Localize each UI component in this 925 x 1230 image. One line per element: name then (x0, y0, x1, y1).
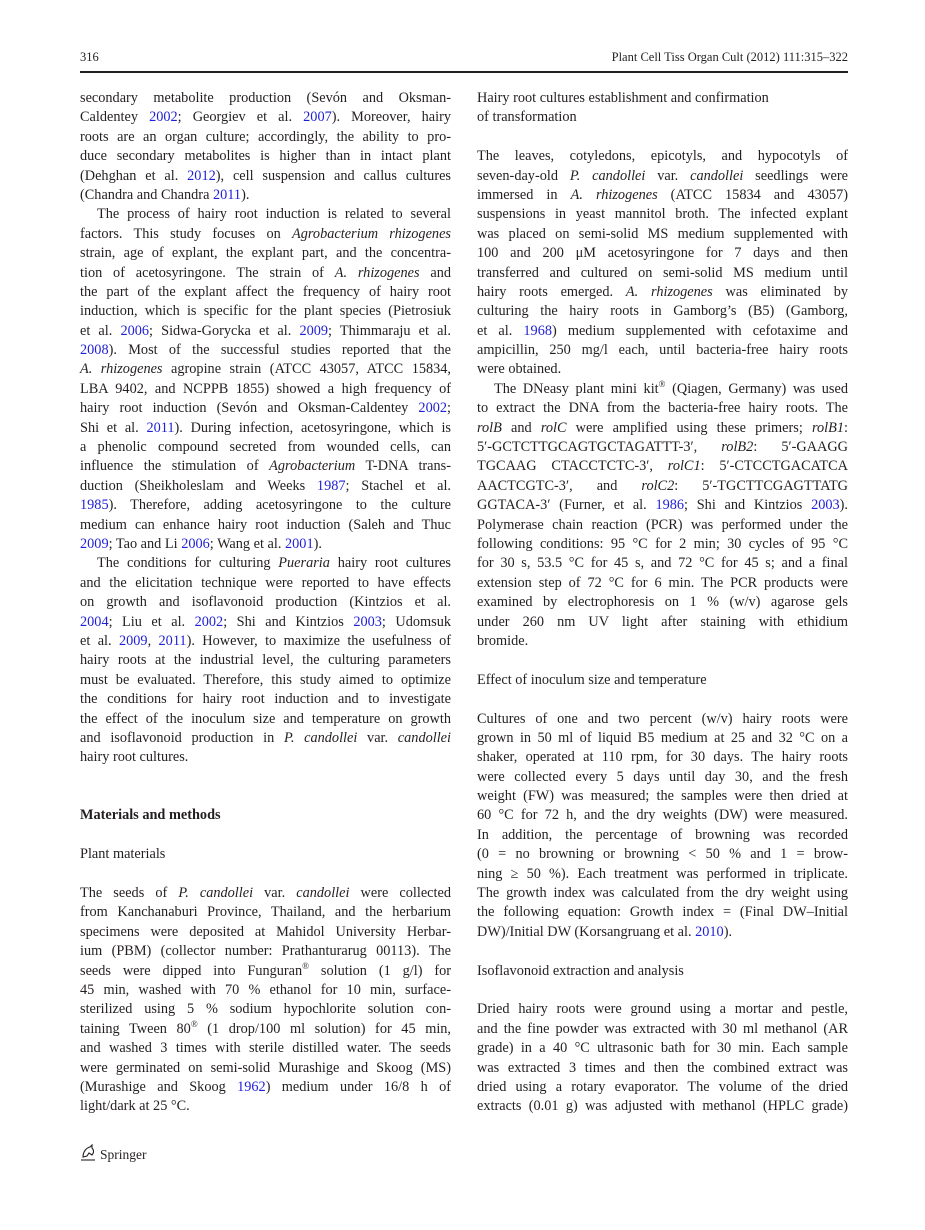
text-line: and the elicitation technique were reported to have effects (80, 574, 451, 591)
text-line: 2008). Most of the successful studies reported that the (80, 342, 451, 359)
spacer (477, 981, 848, 1000)
text-line: induction, which is specific for the plant species (Pietrosiuk (80, 303, 451, 320)
text-line: medium can enhance hairy root induction (Saleh and Thuc (80, 516, 451, 533)
text-line: the conditions for hairy root induction and to investigate (80, 691, 451, 708)
text-line: 5′-GCTCTTGCAGTGCTAGATTT-3′, rolB2: 5′-GAAGG (477, 439, 848, 456)
text-line: Polymerase chain reaction (PCR) was performed under the (477, 516, 848, 533)
text-line: sterilized using 5 % sodium hypochlorite solution con- (80, 1001, 451, 1018)
italic-term: P. candollei (178, 885, 254, 902)
text-line: hairy roots emerged. A. rhizogenes was eliminated by (477, 283, 848, 300)
text-line: and isoflavonoid production in P. candollei var. candollei (80, 729, 451, 746)
text-line: to extract the DNA from the bacteria-free hairy roots. The (477, 400, 848, 417)
italic-term: rolC2 (641, 477, 675, 494)
text-line: the following equation: Growth index = (Final DW–Initial (477, 904, 848, 921)
left-column (80, 89, 451, 1117)
spacer (80, 865, 451, 884)
text-line: and washed 3 times with sterile distilled water. The seeds (80, 1040, 451, 1057)
page-number: 316 (80, 50, 99, 64)
citation-link[interactable]: 2011 (213, 186, 242, 203)
citation-link[interactable]: 2012 (187, 167, 216, 184)
text-line: et al. 2006; Sidwa-Gorycka et al. 2009; Thimmaraju et al. (80, 322, 451, 339)
journal-citation: Plant Cell Tiss Organ Cult (2012) 111:315–322 (611, 50, 848, 64)
text-line: AACTCGTC-3′, and rolC2: 5′-TGCTTCGAGTTATG (477, 477, 848, 494)
italic-term: candollei (296, 885, 350, 902)
text-line: a phenolic compound secreted from wounded cells, can (80, 439, 451, 456)
italic-term: candollei (397, 729, 451, 746)
italic-term: A. rhizogenes (80, 361, 163, 378)
text-line: TGCAAG CTACCTCTC-3′, rolC1: 5′-CTCCTGACATCA (477, 458, 848, 475)
text-line: shaker, operated at 110 rpm, for 30 days. The hairy roots (477, 749, 848, 766)
header-rule (80, 71, 848, 73)
text-line: ning ≥ 50 %). Each treatment was performed in triplicate. (477, 865, 848, 882)
citation-link[interactable]: 1987 (316, 477, 346, 494)
text-line: Dried hairy roots were ground using a mortar and pestle, (477, 1001, 848, 1018)
text-line: light/dark at 25 °C. (80, 1098, 190, 1115)
citation-link[interactable]: 2001 (285, 535, 314, 552)
text-line: factors. This study focuses on Agrobacterium rhizogenes (80, 225, 451, 242)
text-line: hairy roots at the industrial level, the culturing parameters (80, 652, 451, 669)
citation-link[interactable]: 2003 (353, 613, 382, 630)
text-line: culturing the hairy roots in Gamborg’s (B5) (Gamborg, (477, 303, 848, 320)
text-line: The process of hairy root induction is related to several (97, 206, 451, 223)
spacer (477, 128, 848, 147)
publisher-footer (80, 1144, 147, 1166)
text-line: et al. 2009, 2011). However, to maximize the usefulness of (80, 632, 452, 649)
springer-horse-icon (80, 1144, 96, 1166)
italic-term: A. rhizogenes (625, 283, 713, 300)
spacer (80, 826, 451, 845)
text-line: for 30 s, 53.5 °C for 45 s, and 72 °C for 45 s; and a final (477, 555, 848, 572)
citation-link[interactable]: 2010 (695, 923, 724, 940)
citation-link[interactable]: 2002 (149, 109, 178, 126)
text-line: 2009; Tao and Li 2006; Wang et al. 2001). (80, 535, 322, 552)
text-line: on growth and isoflavonoid production (Kintzios et al. (80, 594, 451, 611)
registered-mark: ® (190, 1018, 198, 1029)
italic-term: Agrobacterium rhizogenes (292, 225, 451, 242)
italic-term: A. rhizogenes (334, 264, 420, 281)
text-line: A. rhizogenes agropine strain (ATCC 43057, ATCC 15834, (80, 361, 452, 378)
text-line: et al. 1968) medium supplemented with cefotaxime and (477, 322, 849, 339)
section-heading: Materials and methods (80, 807, 221, 824)
text-line: hairy root cultures. (80, 749, 189, 766)
text-line: The leaves, cotyledons, epicotyls, and hypocotyls of (477, 148, 848, 165)
citation-link[interactable]: 2006 (120, 322, 150, 339)
citation-link[interactable]: 1985 (80, 497, 109, 514)
text-line: was placed on semi-solid MS medium supplemented with (477, 225, 848, 242)
publisher-name: Springer (100, 1147, 147, 1162)
italic-term: rolB2 (721, 439, 754, 456)
text-line: DW)/Initial DW (Korsangruang et al. 2010). (477, 923, 733, 940)
spacer (80, 768, 451, 787)
text-line: (Murashige and Skoog 1962) medium under 16/8 h of (80, 1078, 451, 1095)
text-line: must be evaluated. Therefore, this study aimed to optimize (80, 671, 451, 688)
text-line: and the fine powder was extracted with 30 ml methanol (AR (477, 1020, 848, 1037)
text-line: the part of the explant affect the frequency of hairy root (80, 283, 451, 300)
text-line: LBA 9402, and NCPPB 1855) showed a high frequency of (80, 380, 451, 397)
text-line: suspensions in yeast mannitol broth. The infected explant (477, 206, 848, 223)
spacer (477, 651, 848, 670)
italic-term: Agrobacterium (269, 458, 356, 475)
text-line: were germinated on semi-solid Murashige and Skoog (MS) (80, 1059, 451, 1076)
text-line: the effect of the inoculum size and temperature on growth (80, 710, 451, 727)
text-line: bromide. (477, 632, 529, 649)
text-line: roots are an organ culture; accordingly, the ability to pro- (80, 128, 451, 145)
text-line: (0 = no browning or browning < 50 % and 1 = brow- (477, 846, 848, 863)
text-line: ampicillin, 250 mg/l each, until bacteria-free hairy roots (477, 342, 848, 359)
italic-term: P. candollei (283, 729, 358, 746)
text-line: rolB and rolC were amplified using these primers; rolB1: (477, 419, 848, 436)
spacer (80, 787, 451, 806)
citation-link[interactable]: 2003 (811, 497, 840, 514)
text-line: In addition, the percentage of browning was recorded (477, 826, 848, 843)
subsection-heading: of transformation (477, 109, 577, 126)
citation-link[interactable]: 2006 (181, 535, 210, 552)
spacer (477, 942, 848, 961)
citation-link[interactable]: 2009 (118, 632, 148, 649)
italic-term: rolB1 (811, 419, 845, 436)
citation-link[interactable]: 2002 (418, 400, 448, 417)
registered-mark: ® (302, 960, 310, 971)
text-line: The conditions for culturing Pueraria hairy root cultures (97, 555, 451, 572)
citation-link[interactable]: 2002 (194, 613, 224, 630)
text-line: grown in 50 ml of liquid B5 medium at 25 and 32 °C on a (477, 729, 848, 746)
text-line: The growth index was calculated from the dry weight using (477, 885, 848, 902)
subsection-heading: Hairy root cultures establishment and confirmation (477, 90, 769, 106)
text-line: 1985). Therefore, adding acetosyringone to the culture (80, 497, 451, 514)
text-line: 60 °C for 72 h, and the dry weights (DW) were measured. (477, 807, 848, 824)
text-line: 100 and 200 μM acetosyringone for 7 days and then (477, 245, 848, 262)
text-line: GGTACA-3′ (Furner, et al. 1986; Shi and Kintzios 2003). (477, 497, 848, 514)
text-line: duce secondary metabolites is higher than in intact plant (80, 148, 451, 165)
text-line: seven-day-old P. candollei var. candollei seedlings were (477, 167, 848, 184)
text-line: under 260 nm UV light after staining with ethidium (477, 613, 848, 630)
text-line: (Dehghan et al. 2012), cell suspension and callus cultures (80, 167, 451, 184)
italic-term: rolC (540, 419, 567, 436)
registered-mark: ® (658, 378, 666, 389)
text-line: The seeds of P. candollei var. candollei were collected (80, 885, 451, 902)
italic-term: rolC1 (667, 458, 701, 475)
text-line: transferred and cultured on semi-solid MS medium until (477, 264, 848, 281)
text-line: The DNeasy plant mini kit® (Qiagen, Germany) was used (494, 378, 848, 397)
text-line: strain, age of explant, the explant part, and the concentra- (80, 245, 451, 262)
subsection-heading: Isoflavonoid extraction and analysis (477, 962, 684, 979)
citation-link[interactable]: 2011 (146, 419, 175, 436)
text-line: seeds were dipped into Funguran® solution (1 g/l) for (80, 960, 451, 979)
subsection-heading: Effect of inoculum size and temperature (477, 671, 707, 688)
text-line: was extracted 3 times and then the combined extract was (477, 1059, 848, 1076)
citation-link[interactable]: 1962 (237, 1078, 266, 1095)
text-line: specimens were deposited at Mahidol University Herbar- (80, 923, 451, 940)
text-line: from Kanchanaburi Province, Thailand, and the herbarium (80, 904, 451, 921)
italic-term: rolB (477, 419, 502, 436)
text-line: hairy root induction (Sevón and Oksman-Caldentey 2002; (80, 400, 451, 417)
citation-link[interactable]: 2008 (80, 342, 109, 359)
text-line: were collected every 5 days until day 30, and the fresh (477, 768, 848, 785)
text-line: Cultures of one and two percent (w/v) hairy roots were (477, 710, 848, 727)
text-line: taining Tween 80® (1 drop/100 ml solution) for 45 min, (80, 1018, 452, 1037)
citation-link[interactable]: 2007 (303, 109, 332, 126)
italic-term: A. rhizogenes (570, 186, 658, 203)
text-line: duction (Sheikholeslam and Weeks 1987; Stachel et al. (80, 477, 451, 494)
spacer (477, 690, 848, 709)
citation-link[interactable]: 1968 (523, 322, 552, 339)
italic-term: Pueraria (278, 555, 330, 572)
text-line: extension step of 72 °C for 6 min. The PCR products were (477, 574, 848, 591)
citation-link[interactable]: 2009 (299, 322, 329, 339)
text-line: secondary metabolite production (Sevón and Oksman- (80, 90, 451, 106)
text-line: were obtained. (477, 361, 562, 378)
text-line: Caldentey 2002; Georgiev et al. 2007). Moreover, hairy (80, 109, 451, 126)
subsection-heading: Plant materials (80, 846, 166, 863)
text-line: 45 min, washed with 70 % ethanol for 10 min, surface- (80, 981, 451, 998)
text-line: weight (FW) was measured; the samples were then dried at (477, 788, 848, 805)
citation-link[interactable]: 2004 (80, 613, 109, 630)
text-line: influence the stimulation of Agrobacterium T-DNA trans- (80, 458, 451, 475)
text-line: examined by electrophoresis on 1 % (w/v) agarose gels (477, 594, 848, 611)
text-line: following conditions: 95 °C for 2 min; 30 cycles of 95 °C (477, 535, 848, 552)
text-line: Shi et al. 2011). During infection, acetosyringone, which is (80, 419, 451, 436)
citation-link[interactable]: 2011 (158, 632, 187, 649)
right-column (477, 89, 848, 1117)
text-line: immersed in A. rhizogenes (ATCC 15834 and 43057) (477, 186, 848, 203)
italic-term: P. candollei (569, 167, 646, 184)
italic-term: candollei (690, 167, 744, 184)
text-line: ium (PBM) (collector number: Prathanturarug 00113). The (80, 943, 451, 960)
text-line: dried using a rotary evaporator. The volume of the dried (477, 1078, 848, 1095)
text-line: tion of acetosyringone. The strain of A. rhizogenes and (80, 264, 452, 281)
text-line: 2004; Liu et al. 2002; Shi and Kintzios 2003; Udomsuk (80, 613, 451, 630)
text-line: (Chandra and Chandra 2011). (80, 186, 250, 203)
text-line: extracts (0.01 g) was adjusted with methanol (HPLC grade) (477, 1098, 848, 1115)
text-line: grade) in a 40 °C ultrasonic bath for 30 min. Each sample (477, 1040, 848, 1057)
citation-link[interactable]: 2009 (80, 535, 109, 552)
citation-link[interactable]: 1986 (655, 497, 685, 514)
